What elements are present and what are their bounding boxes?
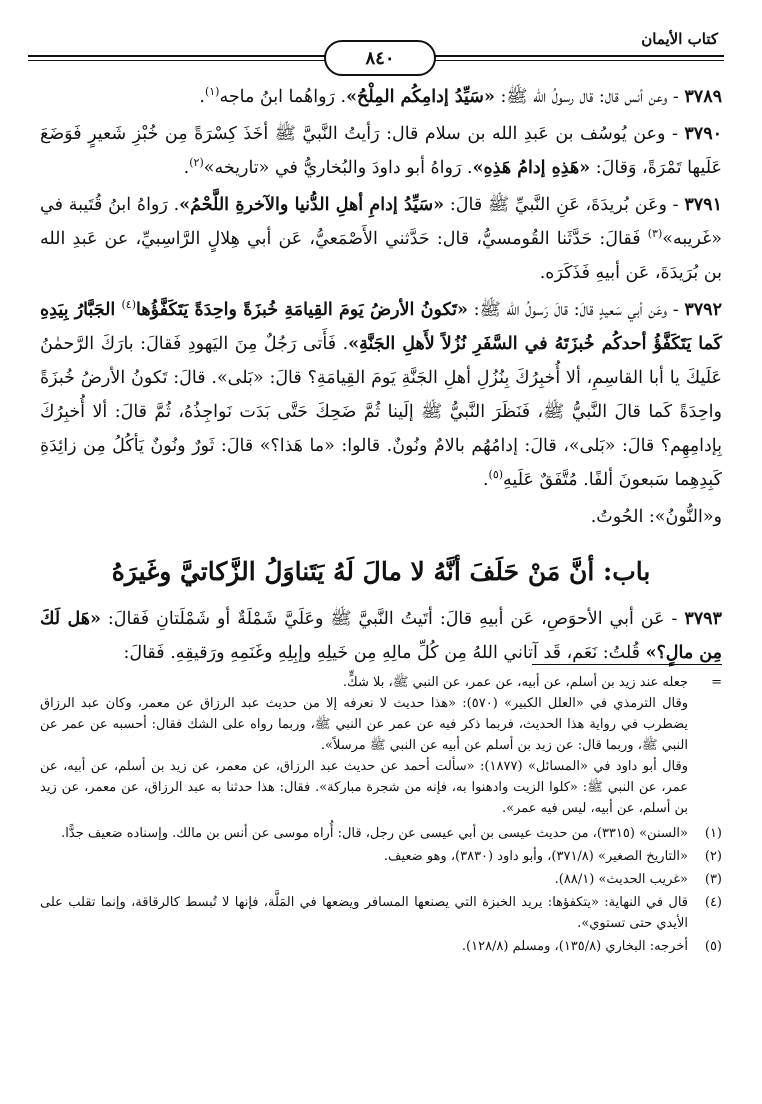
hadith-text: - وعن يُوسُف بن عَبدِ الله بن سلام قال: رَأيتُ النَّبيَّ ﷺ أخَذَ كِسْرَةً مِن خُبْزِ شَعيرٍ فَوَضَعَ عَلَيها تَمْرَةً، وَقالَ:	[40, 124, 722, 178]
hadith-chain: فَقالَ: حَدَّثَنا القُومسيُّ، قال: حَدَّثني الأَصْمَعيُّ، عَن أبي هِلالٍ الرَّاسِبيِّ، عن عَبدِ الله بن بُرَيدَةَ، عَن أبيهِ فَذَكَرَه.	[40, 229, 722, 283]
hadith-number: ٣٧٩٣	[684, 609, 722, 629]
footnote-text: «غريب الحديث» (٨٨/١).	[554, 872, 688, 887]
footnote-item	[40, 936, 722, 957]
hadith-number: ٣٧٩٠	[684, 124, 722, 144]
footnote-line: وقال أبو داود في «المسائل» (١٨٧٧): «سألت أحمد عن حديث عبد الرزاق، عن معمر، عن زيد بن أسلم، عن أبيه، عن عمر، عن النبي ﷺ: «كلوا الزيت وادهنوا به، فإنه من شجرة مباركة». فقال: هذا حدثنا به عبد الرزاق، عن معمر، عن زيد بن أسلم، عن أبيه، ليس فيه عمر».	[40, 759, 688, 816]
hadith-3790: ٣٧٩٠ - وعن يُوسُف بن عَبدِ الله بن سلام قال: رَأيتُ النَّبيَّ ﷺ أخَذَ كِسْرَةً مِن خُبْزِ شَعيرٍ فَوَضَعَ عَلَيها تَمْرَةً، وَقالَ: «هَذِهِ إدامُ هَذِهِ». رَواهُ أبو داودَ والبُخاريُّ في «تاريخه»$^{(٢)}$.	[40, 124, 722, 178]
prophetic-saying: «هَل لَكَ مِن مالٍ؟»	[40, 609, 722, 663]
hadith-narrative: . فَأَتى رَجُلٌ مِنَ اليَهودِ فَقالَ: بارَكَ الرَّحمٰنُ عَلَيكَ يا أبا القاسِمِ، ألا أُخبِرُكَ بِنُزُلِ أهلِ الجَنَّةِ يَومَ القِيامَةِ؟ قالَ: «بَلى». قالَ: تَكونُ الأرضُ خُبزَةً واحِدَةً كَما قالَ النَّبيُّ ﷺ، فَنَظَرَ النَّبيُّ ﷺ إلَينا ثُمَّ ضَحِكَ حَتَّى بَدَت نَواجِذُهُ، ثُمَّ قالَ: ألا أُخبِرُكَ بِإدامِهِم؟ قالَ: «بَلى»، قالَ: إدامُهُم بالامٌ ونُونٌ. قالوا: «ما هَذا؟» قالَ: ثَورٌ ونُونٌ يَأكُلُ مِن زائِدَةِ كَبِدِهِما سَبعونَ ألفًا. مُتَّفَقٌ عَلَيهِ	[40, 334, 722, 490]
footnote-marker: =	[711, 675, 722, 690]
prophetic-saying: «سَيِّدُ إدامِكُم المِلْحُ»	[346, 87, 495, 107]
hadith-3791	[40, 188, 722, 290]
page-number: ٨٤٠	[365, 47, 395, 69]
prophetic-saying: «سَيِّدُ إدامِ أهلِ الدُّنيا والآخرةِ اللَّحْمُ»	[179, 195, 445, 215]
footnote-ref[interactable]: (١)	[204, 85, 220, 99]
footnote-line: وقال الترمذي في «العلل الكبير» (٥٧٠): «هذا حديث لا نعرفه إلا من حديث عبد الرزاق عن معمر، وكان عبد الرزاق يضطرب في رواية هذا الحديث، فربما ذكر فيه عن عمر عن النبي ﷺ، وربما رواه على الشك فقال: أحسبه عن عمر عن النبي ﷺ، وربما قال: عن زيد بن أسلم عن أبيه عن النبي ﷺ مرسلاً».	[40, 696, 689, 753]
prophetic-saying: «هَذِهِ إدامُ هَذِهِ»	[472, 158, 591, 178]
hadith-number: ٣٧٩٢	[684, 300, 722, 320]
hadith-3789: ٣٧٨٩ - وعن أنس قال: قال رسولُ الله ﷺ: «سَيِّدُ إدامِكُم المِلْحُ». رَواهُما ابنُ ماجه$^{(١)}$.	[199, 85, 722, 107]
footnote-ref[interactable]: (٣)	[647, 227, 663, 241]
hadith-source: . رَواهُ ابنُ قُتَيبة في «غَريبه»	[40, 195, 722, 249]
page-number-badge	[324, 40, 436, 76]
hadith-source: . رَواهُ أبو داودَ والبُخاريُّ في «تاريخه»	[203, 158, 473, 178]
book-title: كتاب الأيمان	[641, 30, 718, 48]
prophetic-saying: «تَكونُ الأرضُ يَومَ القِيامَةِ خُبزَةً واحِدَةً يَتَكَفَّؤُها	[136, 300, 468, 320]
footnote-item	[40, 869, 722, 890]
hadith-narrative: قُلتُ: نَعَم، قَد آتاني اللهُ مِن كُلِّ مالِهِ مِن خَيلِهِ وإبِلِهِ وغَنَمِهِ ورَقيقِهِ. فَقالَ:	[123, 643, 646, 663]
hadith-number: ٣٧٩١	[684, 195, 722, 215]
hadith-gloss: و«النُّونُ»: الحُوتُ.	[590, 507, 722, 527]
prophetic-saying-continued: الجَبَّارُ بِيَدِهِ كَما يَتَكَفَّؤُ أحدكُم خُبزَتَهُ في السَّفَرِ نُزُلاً لأَهلِ الجَنَّةِ»	[40, 300, 723, 354]
main-text	[40, 80, 722, 673]
footnote-text: أخرجه: البخاري (١٣٥/٨)، ومسلم (١٢٨/٨).	[461, 939, 688, 954]
hadith-source: . رَواهُما ابنُ ماجه	[219, 87, 347, 107]
footnote-ref[interactable]: (٤)	[121, 298, 137, 312]
footnote-marker: (٢)	[704, 849, 722, 864]
footnote-divider	[532, 664, 722, 665]
footnote-ref[interactable]: (٥)	[488, 468, 504, 482]
footnote-marker: (٥)	[704, 939, 722, 954]
hadith-text: - وعَن أبي سَعيدٍ قالَ: قالَ رَسولُ الله ﷺ:	[473, 300, 679, 320]
footnote-text: قال في النهاية: «يتكفؤها: يريد الخبزة التي يصنعها المسافر ويضعها في المَلَّة، فإنها لا تُبسط كالرقاقة، وإنما تقلب على الأيدي حتى تستوي».	[40, 895, 688, 931]
hadith-3792: ٣٧٩٢ - وعَن أبي سَعيدٍ قالَ: قالَ رَسولُ الله ﷺ: «تَكونُ الأرضُ يَومَ القِيامَةِ خُبزَةً واحِدَةً يَتَكَفَّؤُها$^{(٤)}$ الجَبَّارُ بِيَدِهِ كَما يَتَكَفَّؤُ أحدكُم خُبزَتَهُ في السَّفَرِ نُزُلاً لأَهلِ الجَنَّةِ». فَأَتى رَجُلٌ مِنَ اليَهودِ فَقالَ: بارَكَ الرَّحمٰنُ عَلَيكَ يا أبا القاسِمِ، ألا أُخبِرُكَ بِنُزُلِ أهلِ الجَنَّةِ يَومَ القِيامَةِ؟ قالَ: «بَلى». قالَ: تَكونُ الأرضُ خُبزَةً واحِدَةً كَما قالَ النَّبيُّ ﷺ، فَنَظَرَ النَّبيُّ ﷺ إلَينا ثُمَّ ضَحِكَ حَتَّى بَدَت نَواجِذُهُ، ثُمَّ قالَ: ألا أُخبِرُكَ بِإدامِهِم؟ قالَ: «بَلى»، قالَ: إدامُهُم بالامٌ ونُونٌ. قالوا: «ما هَذا؟» قالَ: ثَورٌ ونُونٌ يَأكُلُ مِن زائِدَةِ كَبِدِهِما سَبعونَ ألفًا. مُتَّفَقٌ عَلَيهِ$^{(٥)}$.	[40, 298, 723, 490]
footnote-marker: (٤)	[704, 895, 722, 910]
footnote-continuation	[40, 672, 722, 819]
footnote-marker: (٣)	[704, 872, 722, 887]
footnotes	[40, 672, 722, 959]
hadith-number: ٣٧٨٩	[684, 87, 722, 107]
footnote-item	[40, 846, 722, 867]
chapter-title: باب: أنَّ مَنْ حَلَفَ أنَّهُ لا مالَ لَهُ يَتَناوَلُ الزَّكاتيَّ وغَيرَهُ	[111, 557, 651, 586]
hadith-text: - عَن أبي الأحوَصِ، عَن أبيهِ قالَ: أتَيتُ النَّبيَّ ﷺ وعَلَيَّ شَمْلَةٌ أو شَمْلَتانِ فَقالَ:	[107, 609, 678, 629]
hadith-text: - وعَن بُريدَةَ، عَنِ النَّبيِّ ﷺ قالَ:	[449, 195, 679, 215]
footnote-marker: (١)	[704, 826, 722, 841]
hadith-text: - وعن أنس قال: قال رسولُ الله ﷺ:	[500, 87, 679, 107]
footnote-item	[40, 823, 722, 844]
footnote-item	[40, 892, 722, 934]
footnote-text: «التاريخ الصغير» (٣٧١/٨)، وأبو داود (٣٨٣٠)، وهو ضعيف.	[383, 849, 688, 864]
footnote-line: جعله عند زيد بن أسلم، عن أبيه، عن عمر، عن النبي ﷺ، بلا شكٍّ.	[342, 675, 688, 690]
footnote-text: «السنن» (٣٣١٥)، من حديث عيسى بن أبي عيسى عن رجل، قال: أُراه موسى عن أنس بن مالك. وإسناده ضعيف جدًّا.	[61, 826, 688, 841]
hadith-3793	[40, 602, 722, 670]
footnote-ref[interactable]: (٢)	[189, 156, 204, 170]
